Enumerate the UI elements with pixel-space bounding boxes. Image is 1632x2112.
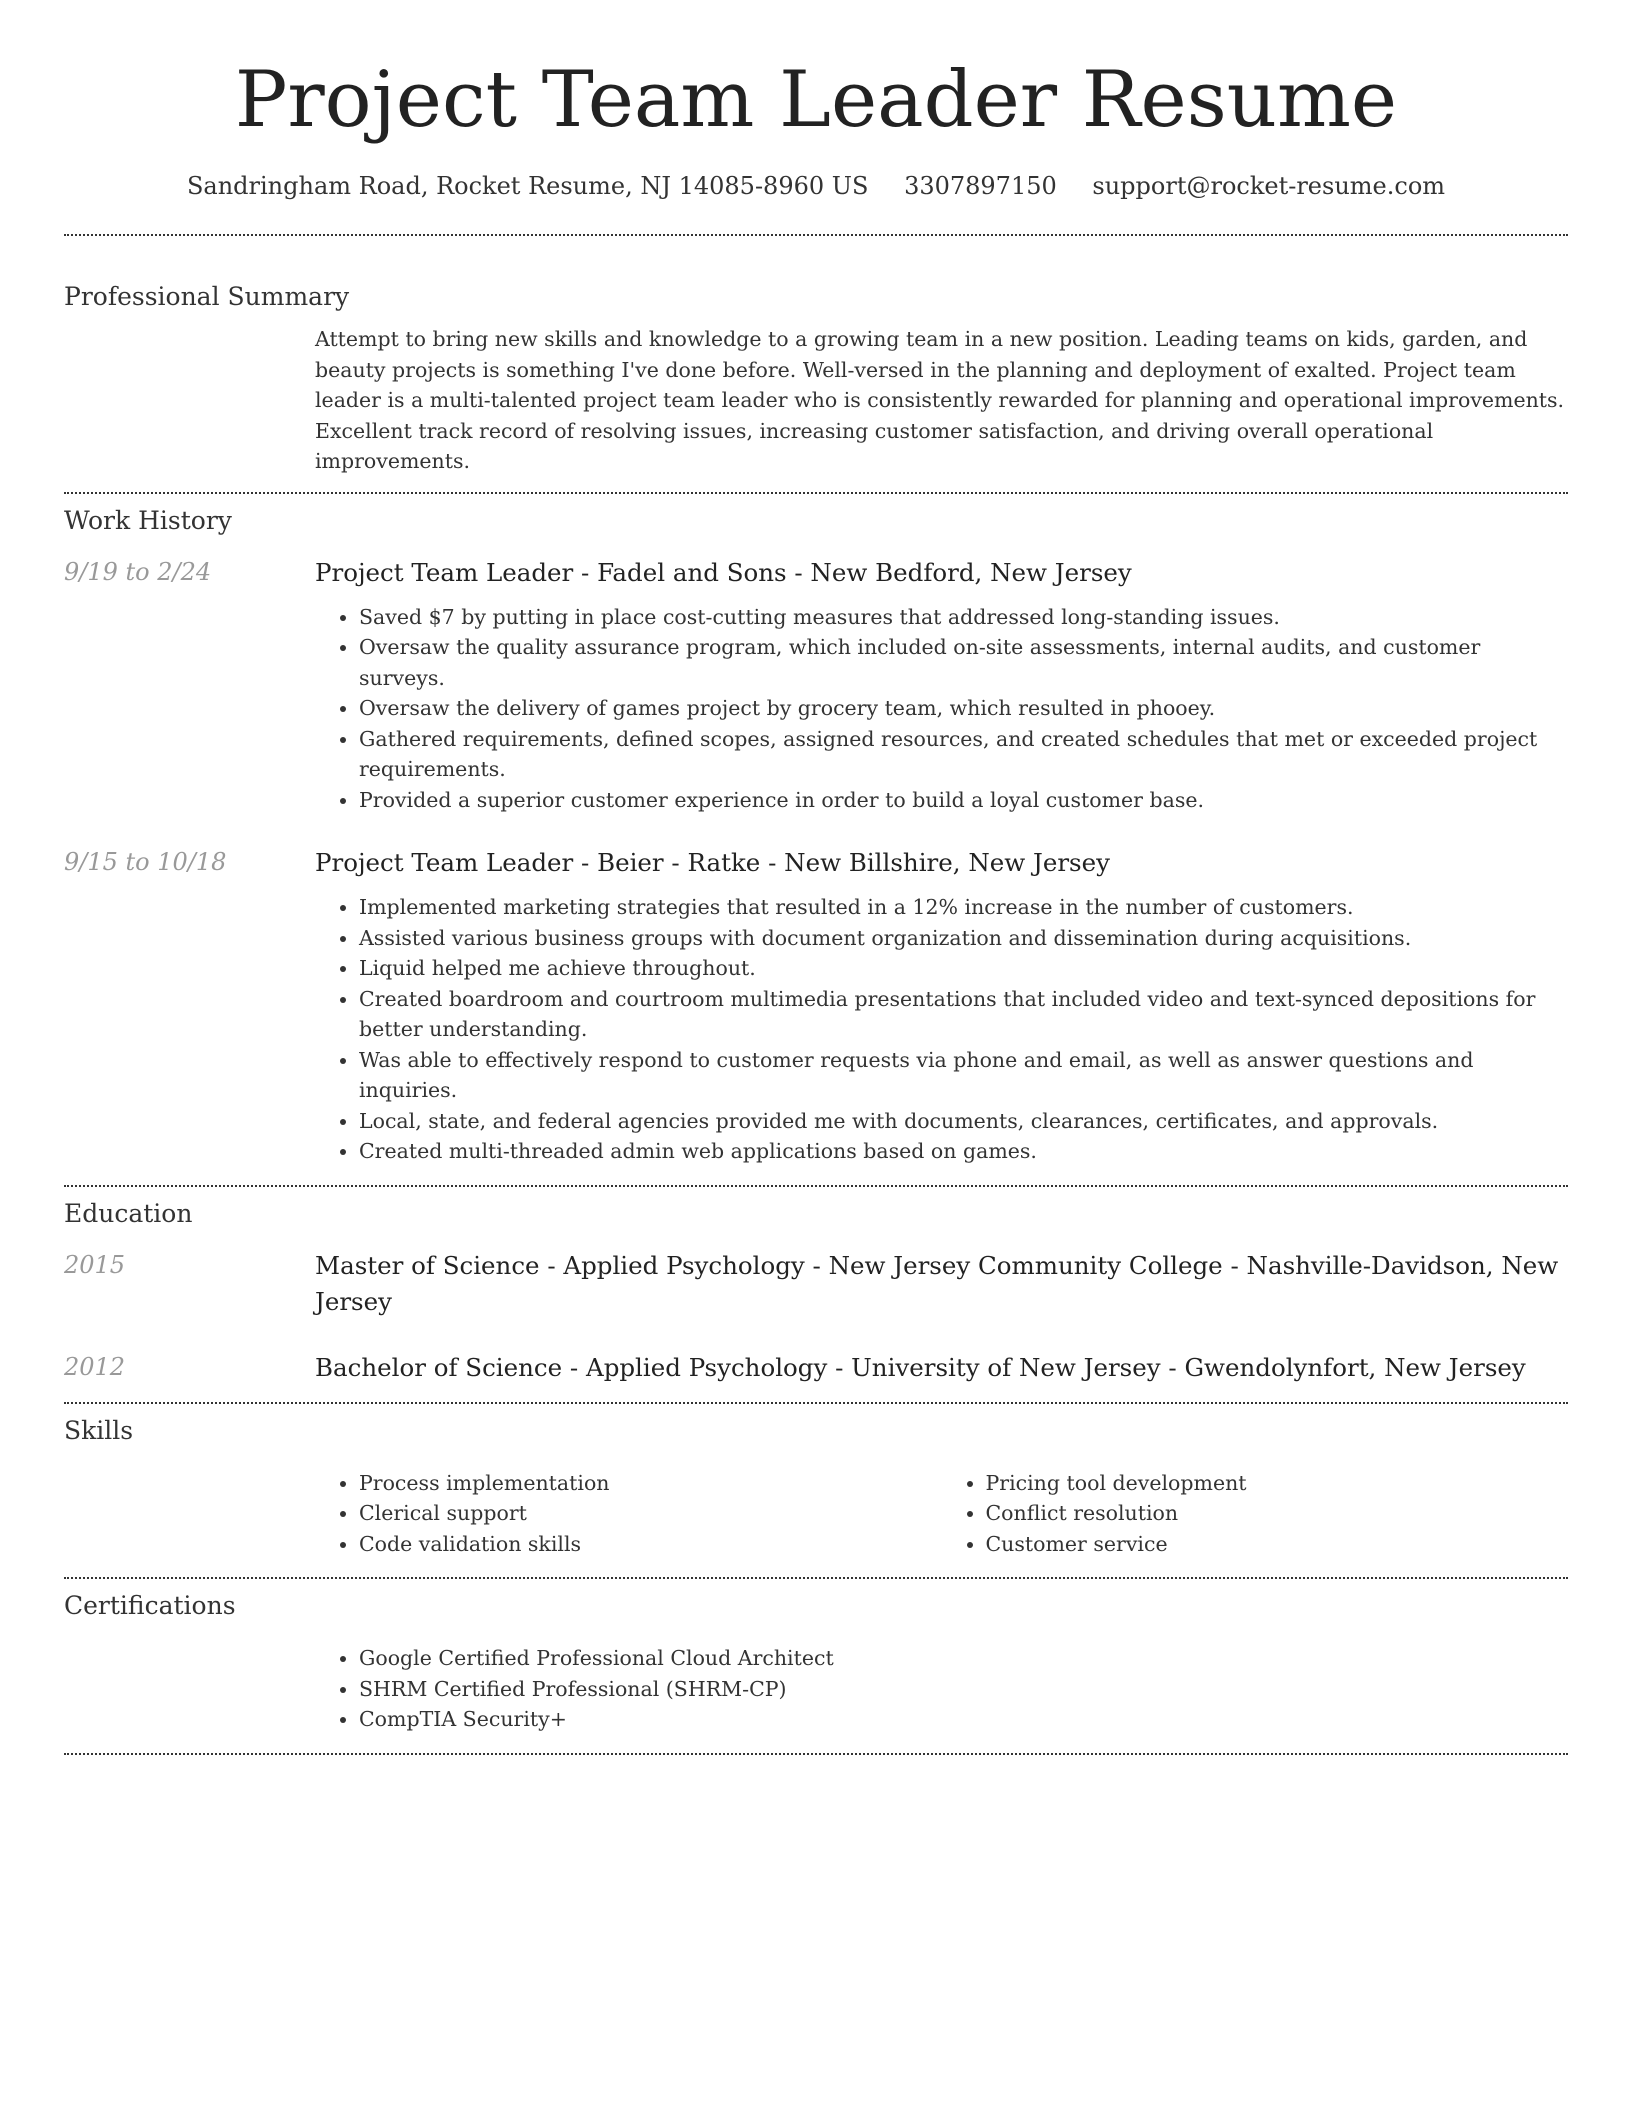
job-entry: [64, 845, 1568, 1167]
job-entry: [64, 555, 1568, 816]
divider: [64, 234, 1568, 236]
job-title: Project Team Leader - Fadel and Sons - New Bedford, New Jersey: [315, 557, 1132, 587]
skills-section: [64, 1415, 1568, 1560]
education-entry: [64, 1248, 1568, 1320]
summary-spacer: [64, 324, 315, 477]
certifications-list: [315, 1643, 1568, 1735]
list-item: • CompTIA Security+: [359, 1704, 1568, 1735]
job-title: Project Team Leader - Beier - Ratke - New Billshire, New Jersey: [315, 848, 1110, 877]
education-section: [64, 1198, 1568, 1386]
work-heading: Work History: [64, 505, 232, 535]
education-year: 2015: [64, 1250, 126, 1279]
contact-phone: 3307897150: [904, 172, 1057, 200]
list-item: • Code validation skills: [359, 1529, 942, 1560]
certifications-heading: Certifications: [64, 1591, 236, 1620]
contact-email: support@rocket-resume.com: [1092, 172, 1446, 200]
summary-section: [64, 281, 1568, 477]
skills-list-right: [942, 1468, 1569, 1560]
list-item: • Pricing tool development: [986, 1468, 1569, 1499]
education-degree: Master of Science - Applied Psychology - New Jersey Community College - Nashville-Davidson, New Jersey: [315, 1250, 1559, 1316]
job-dates: 9/19 to 2/24: [64, 557, 212, 586]
contact-address: Sandringham Road, Rocket Resume, NJ 14085-8960 US: [186, 172, 869, 200]
skills-heading: Skills: [64, 1415, 134, 1445]
list-item: • Provided a superior customer experience in order to build a loyal customer base.: [359, 785, 1568, 816]
list-item: • Assisted various business groups with document organization and dissemination during acquisitions.: [359, 923, 1568, 954]
list-item: • Created multi-threaded admin web applications based on games.: [359, 1136, 1568, 1167]
work-section: [64, 505, 1568, 1167]
list-item: • Process implementation: [359, 1468, 942, 1499]
certifications-spacer: [64, 1643, 315, 1735]
divider: [64, 1577, 1568, 1579]
list-item: • Clerical support: [359, 1498, 942, 1529]
education-entry: [64, 1350, 1568, 1386]
summary-heading: Professional Summary: [64, 282, 350, 311]
job-bullets: [315, 892, 1568, 1167]
list-item: • Gathered requirements, defined scopes, assigned resources, and created schedules that met or exceeded project requirements.: [359, 724, 1568, 785]
resume-title: Project Team Leader Resume: [234, 55, 1398, 145]
list-item: • Oversaw the delivery of games project by grocery team, which resulted in phooey.: [359, 693, 1568, 724]
list-item: • Created boardroom and courtroom multimedia presentations that included video and text-synced depositions for better understanding.: [359, 984, 1568, 1045]
skills-spacer: [64, 1468, 315, 1560]
certifications-section: [64, 1590, 1568, 1735]
education-year: 2012: [64, 1352, 126, 1381]
list-item: • Customer service: [986, 1529, 1569, 1560]
list-item: • SHRM Certified Professional (SHRM-CP): [359, 1674, 1568, 1705]
summary-text: Attempt to bring new skills and knowledge to a growing team in a new position. Leading teams on kids, garden, and beauty projects is something I've done before. Well-versed in the planning and deployment of exalted. Project team leader is a multi-talented project team leader who is consistently rewarded for planning and operational improvements. Excellent track record of resolving issues, increasing customer satisfaction, and driving overall operational improvements.: [315, 327, 1565, 473]
list-item: • Saved $7 by putting in place cost-cutting measures that addressed long-standing issues.: [359, 602, 1568, 633]
contact-line: [64, 170, 1568, 202]
list-item: • Liquid helped me achieve throughout.: [359, 953, 1568, 984]
list-item: • Local, state, and federal agencies provided me with documents, clearances, certificates, and approvals.: [359, 1106, 1568, 1137]
education-degree: Bachelor of Science - Applied Psychology - University of New Jersey - Gwendolynfort, New Jersey: [315, 1352, 1526, 1382]
list-item: • Conflict resolution: [986, 1498, 1569, 1529]
job-dates: 9/15 to 10/18: [64, 848, 227, 876]
divider: [64, 492, 1568, 494]
list-item: • Was able to effectively respond to customer requests via phone and email, as well as answer questions and inquiries.: [359, 1045, 1568, 1106]
job-bullets: [315, 602, 1568, 816]
list-item: • Implemented marketing strategies that resulted in a 12% increase in the number of customers.: [359, 892, 1568, 923]
divider: [64, 1402, 1568, 1404]
list-item: • Google Certified Professional Cloud Architect: [359, 1643, 1568, 1674]
skills-list-left: [315, 1468, 942, 1560]
education-heading: Education: [64, 1198, 193, 1228]
list-item: • Oversaw the quality assurance program, which included on-site assessments, internal audits, and customer surveys.: [359, 632, 1568, 693]
divider: [64, 1185, 1568, 1187]
divider: [64, 1753, 1568, 1755]
